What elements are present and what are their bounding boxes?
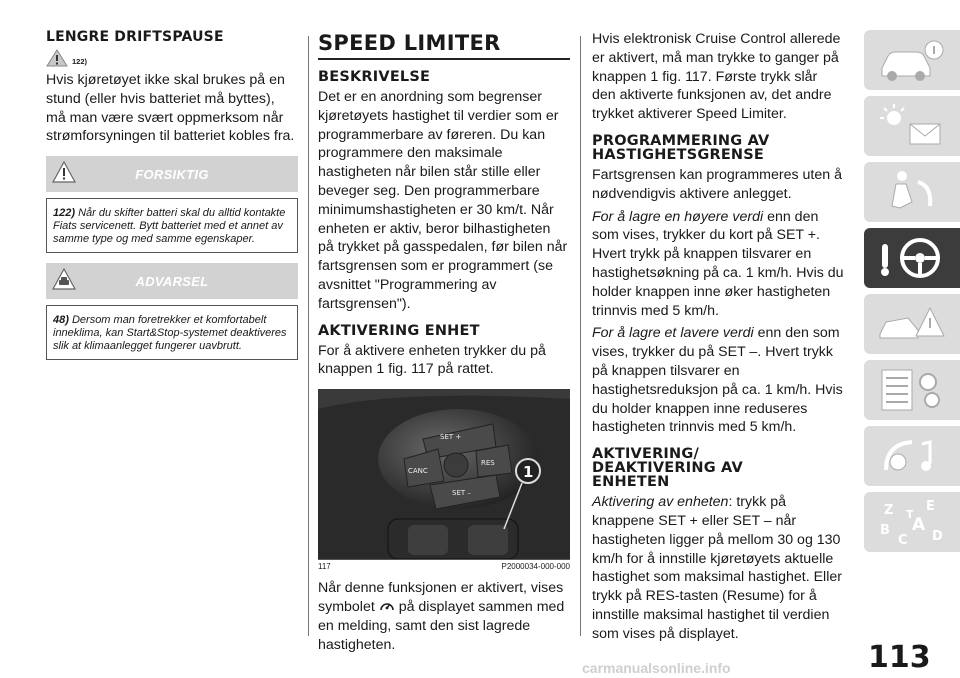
warning-lights-icon — [872, 100, 952, 152]
advarsel-text: Dersom man foretrekker et komfortabelt inneklima, kan Start&Stop-systemet deaktiveres slik at klimaanlegget fungerer uavbrutt. — [53, 314, 287, 353]
car-accident-icon — [872, 298, 952, 350]
paragraph-description: Det er en anordning som begrenser kjøretøyets hastighet til verdier som er programmerbare av føreren. Du kan programmere den maksimale hastigheten når bilen står stille eller beveger seg. Den programmerbare minimumshastigheten er 30 km/t. Når enheten er aktiv, beror bilhastigheten på trykket på gasspedalen, før bilen når fartsgrensen som er programmert (se avsnittet "Programmering av fartsgrensen"). — [318, 89, 568, 312]
specifications-icon — [872, 430, 952, 482]
paragraph-programming: Fartsgrensen kan programmeres uten å nødvendigvis aktivere anlegget. — [592, 166, 842, 202]
paragraph-activation-unit — [592, 493, 844, 643]
advarsel-box-header — [46, 263, 298, 299]
paragraph-lower-value — [592, 324, 844, 437]
tab-emergency[interactable] — [864, 294, 960, 354]
heading-actdeact-line3: ENHETEN — [592, 474, 670, 491]
index-letter: A — [912, 515, 926, 535]
column-divider — [580, 36, 581, 636]
tab-warning-lights[interactable] — [864, 96, 960, 156]
warning-triangle-icon — [52, 161, 76, 183]
heading-description: BESKRIVELSE — [318, 69, 431, 85]
figure-label-set-minus: SET – — [452, 489, 471, 498]
figure-caption — [318, 559, 570, 571]
tab-steering-wheel[interactable] — [864, 228, 960, 288]
page-number: 113 — [868, 640, 931, 675]
caution-text: Når du skifter batteri skal du alltid kontakte Fiats servicenett. Bytt batteriet med et annet av samme type og med samme egenskaper. — [53, 207, 286, 246]
warning-reference — [46, 49, 298, 67]
paragraph-activation: For å aktivere enheten trykker du på knappen 1 fig. 117 på rattet. — [318, 342, 546, 378]
index-letters-icon — [872, 496, 952, 548]
heading-programming — [592, 134, 844, 162]
lower-value-text: enn den som vises, trykker du på SET –. Hvert trykk på knappen tilsvarer en hastighetsreduksjon på ca. 1 km/h. Hvis du holder knappen inne reduseres hastigheten trinnvis med 5 km/h. — [592, 325, 843, 436]
column-right — [592, 30, 844, 648]
figure-steering-buttons — [318, 389, 570, 559]
speed-limiter-symbol-icon — [379, 599, 395, 613]
steering-wheel-buttons-image — [318, 389, 570, 559]
heading-actdeact-line2: DEAKTIVERING AV — [592, 460, 743, 477]
figure-label-set-plus: SET + — [440, 433, 462, 442]
steering-wheel-key-icon — [872, 232, 952, 284]
advarsel-title: ADVARSEL — [135, 273, 209, 289]
figure-label-canc: CANC — [408, 467, 428, 476]
figure-label-res: RES — [481, 459, 495, 468]
index-letter: C — [898, 533, 908, 548]
higher-value-text: enn den som vises, trykker du kort på SET +. Hvert trykk på knappen tilsvarer en hastighetsøkning på ca. 1 km/h. Hvis du holder knappen inne øker hastigheten trinnvis med 5 km/h. — [592, 208, 844, 319]
reference-number: 122) — [72, 57, 88, 66]
caution-number: 122) — [53, 207, 76, 220]
heading-actdeact-line1: AKTIVERING/ — [592, 446, 699, 463]
activation-unit-lead: Aktivering av enheten — [592, 494, 729, 511]
index-letter: E — [926, 499, 935, 514]
index-letter: T — [906, 508, 914, 521]
caution-box-header — [46, 156, 298, 192]
paragraph-symbol — [318, 579, 570, 654]
seat-airbag-icon — [872, 166, 952, 218]
column-middle — [318, 30, 570, 658]
section-heading-long-stop: LENGRE DRIFTSPAUSE — [46, 29, 224, 45]
caution-title: FORSIKTIG — [135, 166, 209, 182]
paragraph-higher-value — [592, 208, 844, 321]
watermark: carmanualsonline.info — [582, 660, 731, 676]
section-title-speed-limiter: SPEED LIMITER — [318, 30, 570, 60]
caution-box-body — [46, 198, 298, 253]
index-letter: Z — [884, 503, 894, 518]
paragraph-long-stop: Hvis kjøretøyet ikke skal brukes på en stund (eller hvis batteriet må byttes), må man være svært oppmerksom når strømforsyningen til batteriet kobles fra. — [46, 72, 295, 145]
advarsel-box-body — [46, 305, 298, 360]
activation-unit-text: : trykk på knappene SET + eller SET – når hastigheten ligger på mellom 30 og 130 km/h for å innstille kjøretøyets aktuelle hastighet som maksimal hastighet. Eller trykk på RES-tasten (Resume) for å innstille maksimal hastighet til verdien som vises på displayet. — [592, 494, 842, 642]
advarsel-number: 48) — [53, 314, 69, 327]
higher-value-lead: For å lagre en høyere verdi — [592, 208, 764, 225]
lower-value-lead: For å lagre et lavere verdi — [592, 325, 754, 342]
heading-activation: AKTIVERING ENHET — [318, 322, 480, 339]
car-wrench-icon — [52, 268, 76, 290]
heading-programming-line2: HASTIGHETSGRENSE — [592, 146, 765, 163]
tab-car-info[interactable] — [864, 30, 960, 90]
heading-activation-deactivation — [592, 447, 844, 489]
car-info-icon — [872, 34, 952, 86]
tab-maintenance[interactable] — [864, 360, 960, 420]
tab-seat-airbag[interactable] — [864, 162, 960, 222]
symbol-text-before: Når denne funksjonen er aktivert, vises symbolet — [318, 580, 564, 615]
figure-callout-number: 1 — [523, 463, 534, 482]
warning-triangle-icon — [46, 49, 68, 67]
paragraph-cruise-intro: Hvis elektronisk Cruise Control allerede er aktivert, må man trykke to ganger på knappen 1 fig. 117. Første trykk slår den aktiverte funksjonen av, det andre trykket aktiverer Speed Limiter. — [592, 31, 841, 123]
index-letter: B — [880, 523, 890, 538]
column-divider — [308, 36, 309, 636]
figure-number: 117 — [318, 562, 331, 572]
column-left — [46, 30, 298, 366]
heading-programming-line1: PROGRAMMERING AV — [592, 132, 770, 149]
tab-index[interactable] — [864, 492, 960, 552]
index-letter: D — [932, 529, 943, 544]
tab-specifications[interactable] — [864, 426, 960, 486]
symbol-text-after: på displayet sammen med en melding, samt den sist lagrede hastigheten. — [318, 598, 565, 653]
chapter-tabs — [856, 30, 960, 558]
maintenance-list-icon — [872, 364, 952, 416]
figure-code: P2000034-000-000 — [501, 562, 570, 572]
